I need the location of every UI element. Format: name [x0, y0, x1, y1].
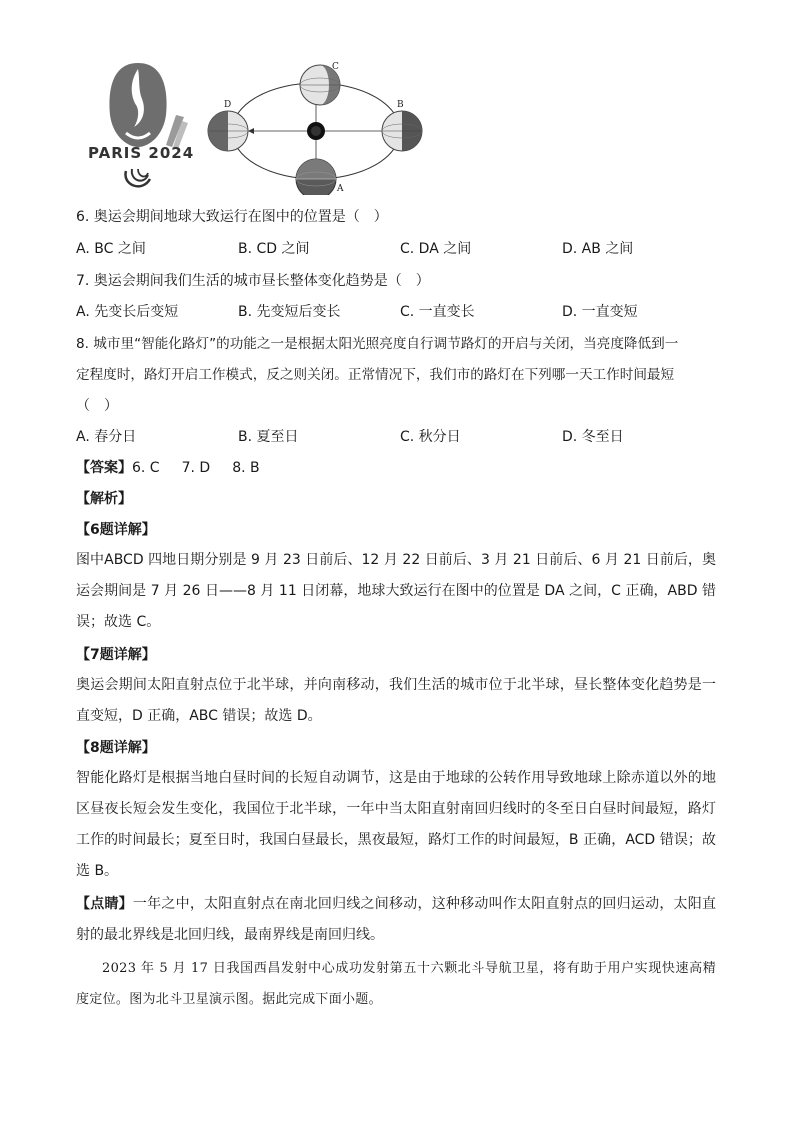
analysis-label: 【解析】 [76, 491, 132, 507]
earth-a [296, 159, 344, 195]
tip-label: 【点睛】 [76, 896, 133, 912]
tip-paragraph [76, 889, 716, 951]
q6-option-b[interactable]: B. CD 之间 [238, 241, 310, 257]
detail-7-title: 【7题详解】 [76, 647, 156, 663]
q8-option-a[interactable]: A. 春分日 [76, 429, 137, 445]
detail-7-text: 奥运会期间太阳直射点位于北半球，并向南移动，我们生活的城市位于北半球，昼长整体变化趋势是一直变短，D 正确，ABC 错误；故选 D。 [76, 677, 716, 724]
label-b: B [397, 100, 404, 110]
detail-6-text: 图中ABCD 四地日期分别是 9 月 23 日前后、12 月 22 日前后、3 月 21 日前后、6 月 21 日前后，奥运会期间是 7 月 26 日——8 月 11 日闭幕，地球大致运行在图中的位置是 DA 之间，C 正确，ABD 错误；故选 C。 [76, 552, 716, 630]
answer-8: 8. B [232, 460, 260, 476]
q8-option-d[interactable]: D. 冬至日 [562, 429, 624, 445]
q8-stem-line1: 8. 城市里“智能化路灯”的功能之一是根据太阳光照亮度自行调节路灯的开启与关闭，当亮度降低到一 [76, 336, 679, 352]
q7-option-d[interactable]: D. 一直变短 [562, 304, 638, 320]
answer-7: 7. D [181, 460, 211, 476]
q7-options [76, 301, 722, 323]
q7-option-c[interactable]: C. 一直变长 [400, 304, 475, 320]
earth-c [300, 62, 340, 105]
intro-paragraph: 2023 年 5 月 17 日我国西昌发射中心成功发射第五十六颗北斗导航卫星，将有助于用户实现快速高精度定位。图为北斗卫星演示图。据此完成下面小题。 [76, 961, 716, 1007]
q8-option-b[interactable]: B. 夏至日 [238, 429, 299, 445]
orbit-figure [80, 55, 430, 195]
q7-option-b[interactable]: B. 先变短后变长 [238, 304, 341, 320]
q8-option-c[interactable]: C. 秋分日 [400, 429, 461, 445]
q6-stem: 6. 奥运会期间地球大致运行在图中的位置是（ ） [76, 209, 388, 225]
label-d: D [224, 100, 232, 110]
answer-line [76, 457, 722, 479]
q7-option-a[interactable]: A. 先变长后变短 [76, 304, 179, 320]
label-c: C [332, 62, 339, 72]
answer-label: 【答案】 [76, 460, 132, 476]
paris-2024-logo [88, 63, 194, 186]
q8-stem-line2: 定程度时，路灯开启工作模式，反之则关闭。正常情况下，我们市的路灯在下列哪一天工作时间最短 [76, 367, 675, 383]
logo-text: PARIS 2024 [88, 144, 195, 162]
detail-8-text: 智能化路灯是根据当地白昼时间的长短自动调节，这是由于地球的公转作用导致地球上除赤道以外的地区昼夜长短会发生变化，我国位于北半球，一年中当太阳直射南回归线时的冬至日白昼时间最短，路灯工作的时间最长；夏至日时，我国白昼最长，黑夜最短，路灯工作的时间最短，B 正确，ACD 错误；故选 B。 [76, 770, 716, 879]
earth-b [382, 100, 422, 151]
detail-6-title: 【6题详解】 [76, 522, 156, 538]
q6-options [76, 238, 722, 260]
q6-option-c[interactable]: C. DA 之间 [400, 241, 472, 257]
q6-option-d[interactable]: D. AB 之间 [562, 241, 634, 257]
orbit-diagram [208, 62, 422, 195]
q8-options [76, 426, 722, 448]
q6-option-a[interactable]: A. BC 之间 [76, 241, 146, 257]
tip-text: 一年之中，太阳直射点在南北回归线之间移动，这种移动叫作太阳直射点的回归运动，太阳直射的最北界线是北回归线，最南界线是南回归线。 [76, 896, 717, 943]
answer-6: 6. C [132, 460, 160, 476]
label-a: A [337, 184, 344, 194]
q8-stem-line3: （ ） [76, 398, 118, 414]
q7-stem: 7. 奥运会期间我们生活的城市昼长整体变化趋势是（ ） [76, 273, 430, 289]
detail-8-title: 【8题详解】 [76, 740, 156, 756]
